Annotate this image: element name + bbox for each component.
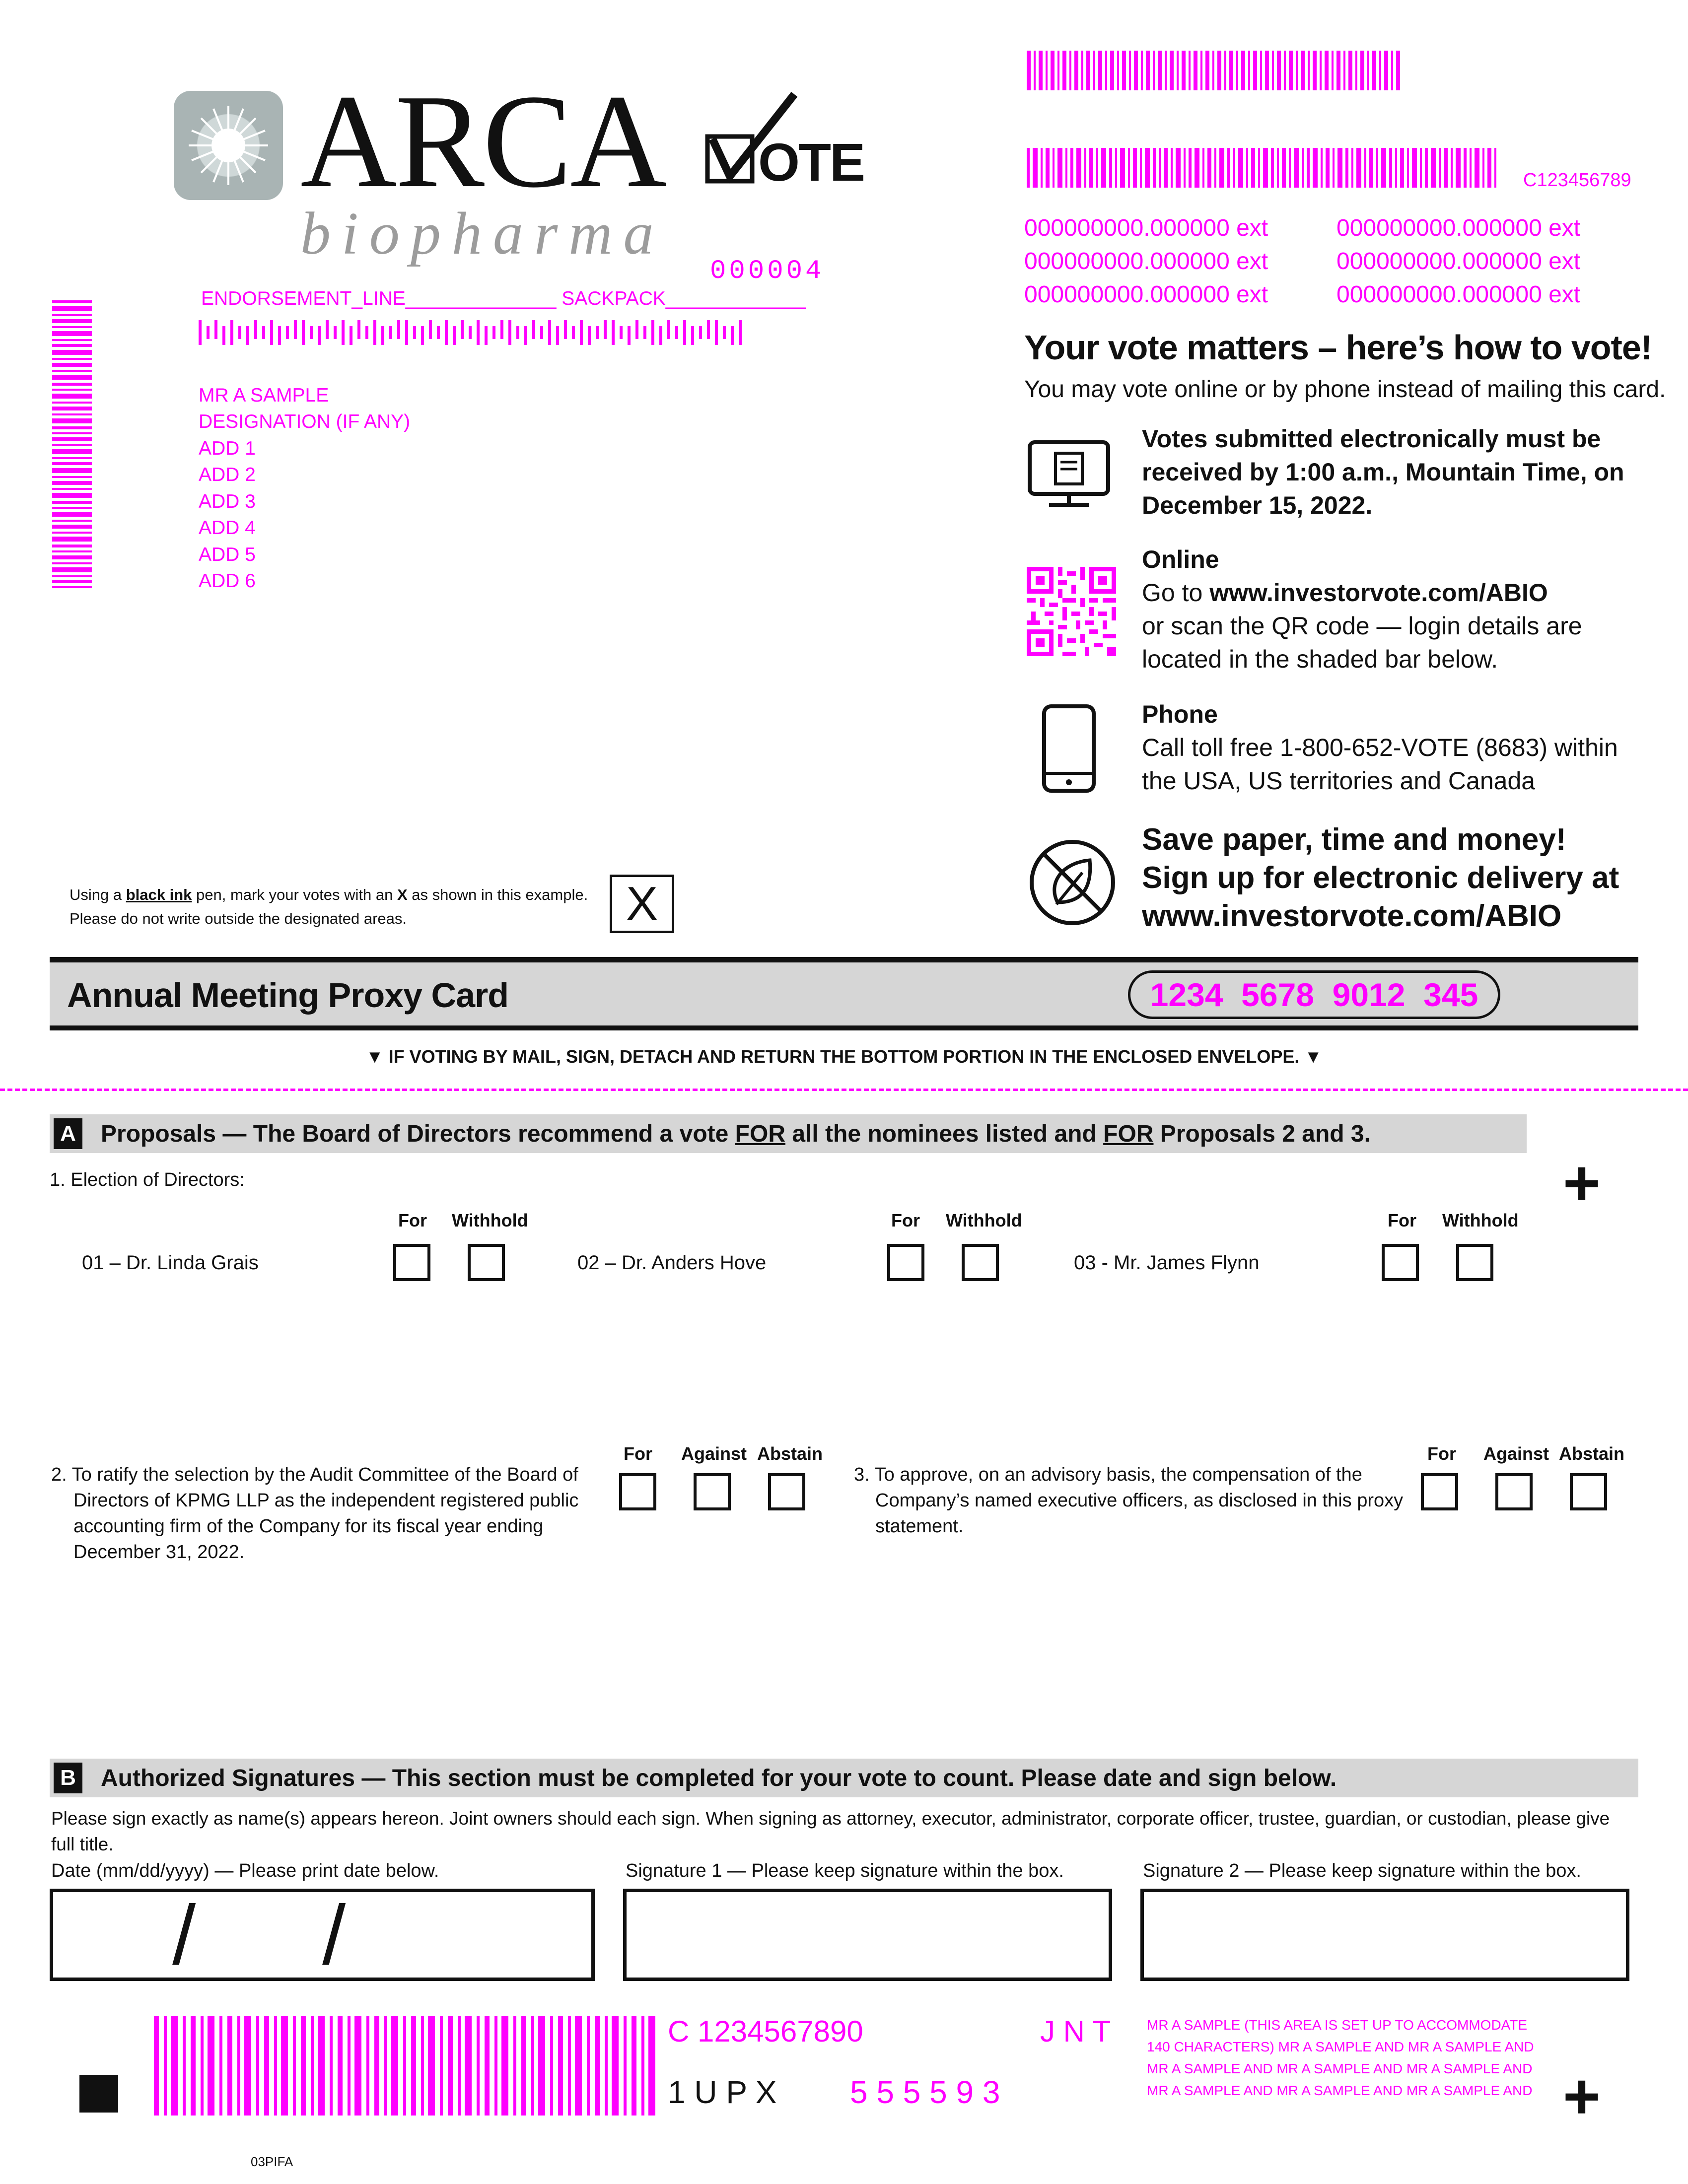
proposal-2-line: December 31, 2022. [73,1542,245,1563]
plus-mark: + [1563,1147,1601,1219]
detach-text: IF VOTING BY MAIL, SIGN, DETACH AND RETURN THE BOTTOM PORTION IN THE ENCLOSED ENVELOPE. [388,1046,1300,1067]
vote-headline: Your vote matters – here’s how to vote! [1024,328,1652,367]
signature-2-label: Signature 2 — Please keep signature within the box. [1143,1860,1581,1881]
paper-url-link[interactable]: www.investorvote.com/ABIO [1142,899,1562,933]
online-title: Online [1142,546,1219,573]
signing-note: full title. [51,1834,114,1854]
nominee-3-withhold-checkbox[interactable] [1456,1244,1493,1281]
online-url-link[interactable]: www.investorvote.com/ABIO [1209,579,1548,607]
plus-mark: + [1563,2060,1601,2132]
sequence-number: 000004 [710,256,825,286]
sample-line: MR A SAMPLE (THIS AREA IS SET UP TO ACCOMMODATE [1147,2017,1528,2033]
title-part: Proposals — The Board of Directors recommend a vote [101,1121,735,1147]
nominee-3-for-checkbox[interactable] [1382,1244,1419,1281]
instr-x: X [397,886,408,903]
form-code: 03PIFA [251,2154,293,2169]
ext-line-4: 000000000.000000 ext [1336,215,1581,241]
date-field[interactable] [50,1889,595,1981]
qr-code-icon[interactable] [1027,567,1116,656]
vote-logo [703,92,864,192]
title-part: all the nominees listed and [785,1121,1104,1147]
control-number-box [1128,970,1500,1019]
col-for: For [1427,1443,1456,1464]
barcode-top-2 [1027,148,1503,188]
instructions-line-2: Please do not write outside the designated areas. [70,910,407,927]
down-arrow-icon: ▼ [365,1046,389,1067]
control-number: 1234 5678 9012 345 [1150,976,1478,1013]
rule-top [50,957,1638,962]
computer-icon [1027,439,1111,509]
online-line: or scan the QR code — login details are [1142,612,1582,640]
instructions-line-1 [70,886,588,904]
proposal-2-abstain-checkbox[interactable] [768,1473,805,1510]
nominee-name: 02 – Dr. Anders Hove [577,1252,767,1274]
phone-line: the USA, US territories and Canada [1142,767,1536,795]
proposal-3-line: 3. To approve, on an advisory basis, the compensation of the [854,1464,1362,1485]
instr-middle: pen, mark your votes with an [192,886,397,903]
logo-tagline: biopharma [300,200,665,267]
section-a-letter: A [54,1118,82,1149]
detach-notice [0,1046,1688,1067]
footer-barcode [154,2016,660,2116]
vertical-barcode [52,300,92,588]
phone-title: Phone [1142,700,1218,728]
address-line: DESIGNATION (IF ANY) [199,411,411,432]
title-part: FOR [1103,1121,1154,1147]
nominee-2-for-checkbox[interactable] [887,1244,924,1281]
proposal-3-against-checkbox[interactable] [1495,1473,1533,1510]
col-withhold: Withhold [946,1210,1022,1230]
ext-line-1: 000000000.000000 ext [1024,215,1268,241]
footer-code-4: 5 5 5 5 9 3 [850,2074,1000,2110]
date-label: Date (mm/dd/yyyy) — Please print date below. [51,1860,439,1881]
instr-prefix: Using a [70,886,126,903]
col-abstain: Abstain [1559,1443,1625,1464]
perforation-line [0,1089,1688,1091]
deadline-line: Votes submitted electronically must be [1142,425,1601,453]
proposal-3-for-checkbox[interactable] [1421,1473,1458,1510]
section-b-title: Authorized Signatures — This section must be completed for your vote to count. Please date and sign below. [101,1765,1337,1791]
signature-2-field[interactable] [1140,1889,1629,1981]
col-for: For [1388,1210,1416,1230]
proxy-card-title: Annual Meeting Proxy Card [67,976,509,1015]
registration-mark [79,2075,118,2113]
rule-bottom [50,1025,1638,1030]
logo-icon [174,91,283,200]
signing-note: Please sign exactly as name(s) appears hereon. Joint owners should each sign. When signing as attorney, executor, administrator, corporate officer, trustee, guardian, or custodian, please give [51,1808,1610,1829]
date-slash: / [172,1888,196,1982]
footer-code-3: 1 U P X [668,2074,777,2110]
vote-subline: You may vote online or by phone instead of mailing this card. [1024,376,1666,403]
proposal-2-line: accounting firm of the Company for its fiscal year ending [73,1516,544,1537]
nominee-1-for-checkbox[interactable] [393,1244,430,1281]
proposal-3-line: statement. [875,1516,964,1537]
nominee-1-withhold-checkbox[interactable] [468,1244,505,1281]
footer-code-2: J N T [1040,2015,1111,2048]
title-part: Proposals 2 and 3. [1153,1121,1371,1147]
sample-line: MR A SAMPLE AND MR A SAMPLE AND MR A SAMPLE AND [1147,2061,1533,2076]
signature-1-label: Signature 1 — Please keep signature within the box. [626,1860,1064,1881]
logo-name: ARCA [300,67,665,215]
nominee-name: 03 - Mr. James Flynn [1074,1252,1260,1274]
proposal-2-against-checkbox[interactable] [694,1473,731,1510]
address-line: ADD 2 [199,464,256,485]
phone-line: Call toll free 1-800-652-VOTE (8683) within [1142,734,1618,761]
sunburst-icon [174,91,283,200]
col-against: Against [681,1443,747,1464]
instr-suffix: as shown in this example. [407,886,588,903]
online-go-prefix: Go to [1142,579,1210,607]
col-withhold: Withhold [452,1210,528,1230]
deadline-line: December 15, 2022. [1142,491,1373,519]
vote-logo-text: OTE [758,132,864,192]
proposal-3-line: Company’s named executive officers, as disclosed in this proxy [875,1490,1404,1511]
address-line: ADD 6 [199,570,256,592]
proposal-2-for-checkbox[interactable] [619,1473,656,1510]
down-arrow-icon: ▼ [1299,1046,1323,1067]
online-line: located in the shaded bar below. [1142,645,1498,673]
postal-barcode [199,320,750,345]
paper-line: Sign up for electronic delivery at [1142,861,1619,895]
ext-line-5: 000000000.000000 ext [1336,248,1581,274]
online-go [1142,578,1548,607]
col-withhold: Withhold [1442,1210,1519,1230]
ext-line-6: 000000000.000000 ext [1336,281,1581,308]
address-line: ADD 4 [199,517,256,539]
address-line: ADD 1 [199,438,256,459]
ext-line-2: 000000000.000000 ext [1024,248,1268,274]
phone-icon [1042,704,1096,793]
proposal-2-line: Directors of KPMG LLP as the independent registered public [73,1490,579,1511]
title-part: FOR [735,1121,785,1147]
address-line: ADD 3 [199,491,256,512]
section-a-title [101,1120,1371,1148]
proposal-2-line: 2. To ratify the selection by the Audit Committee of the Board of [51,1464,578,1485]
example-mark-box [610,875,674,933]
address-line: ADD 5 [199,544,256,565]
endorsement-line: ENDORSEMENT_LINE______________ SACKPACK_____________ [201,288,806,309]
sample-line: MR A SAMPLE AND MR A SAMPLE AND MR A SAMPLE AND [1147,2083,1533,2098]
address-line: MR A SAMPLE [199,385,329,406]
col-for: For [891,1210,920,1230]
signature-1-field[interactable] [623,1889,1112,1981]
barcode-top [1027,51,1404,90]
nominee-2-withhold-checkbox[interactable] [962,1244,999,1281]
deadline-line: received by 1:00 a.m., Mountain Time, on [1142,458,1624,486]
instr-ink: black ink [126,886,192,903]
col-abstain: Abstain [757,1443,823,1464]
ext-line-3: 000000000.000000 ext [1024,281,1268,308]
paper-line: Save paper, time and money! [1142,822,1566,857]
footer-code-1: C 1234567890 [668,2015,863,2048]
proposal-3-abstain-checkbox[interactable] [1570,1473,1607,1510]
section-b-letter: B [54,1763,82,1793]
col-against: Against [1483,1443,1549,1464]
account-code: C123456789 [1523,170,1631,191]
leaf-icon [1028,838,1117,927]
sample-line: 140 CHARACTERS) MR A SAMPLE AND MR A SAMPLE AND [1147,2039,1534,2054]
election-label: 1. Election of Directors: [50,1169,245,1190]
example-x: X [626,877,658,930]
date-slash: / [322,1888,346,1982]
col-for: For [624,1443,652,1464]
col-for: For [398,1210,427,1230]
nominee-name: 01 – Dr. Linda Grais [82,1252,259,1274]
